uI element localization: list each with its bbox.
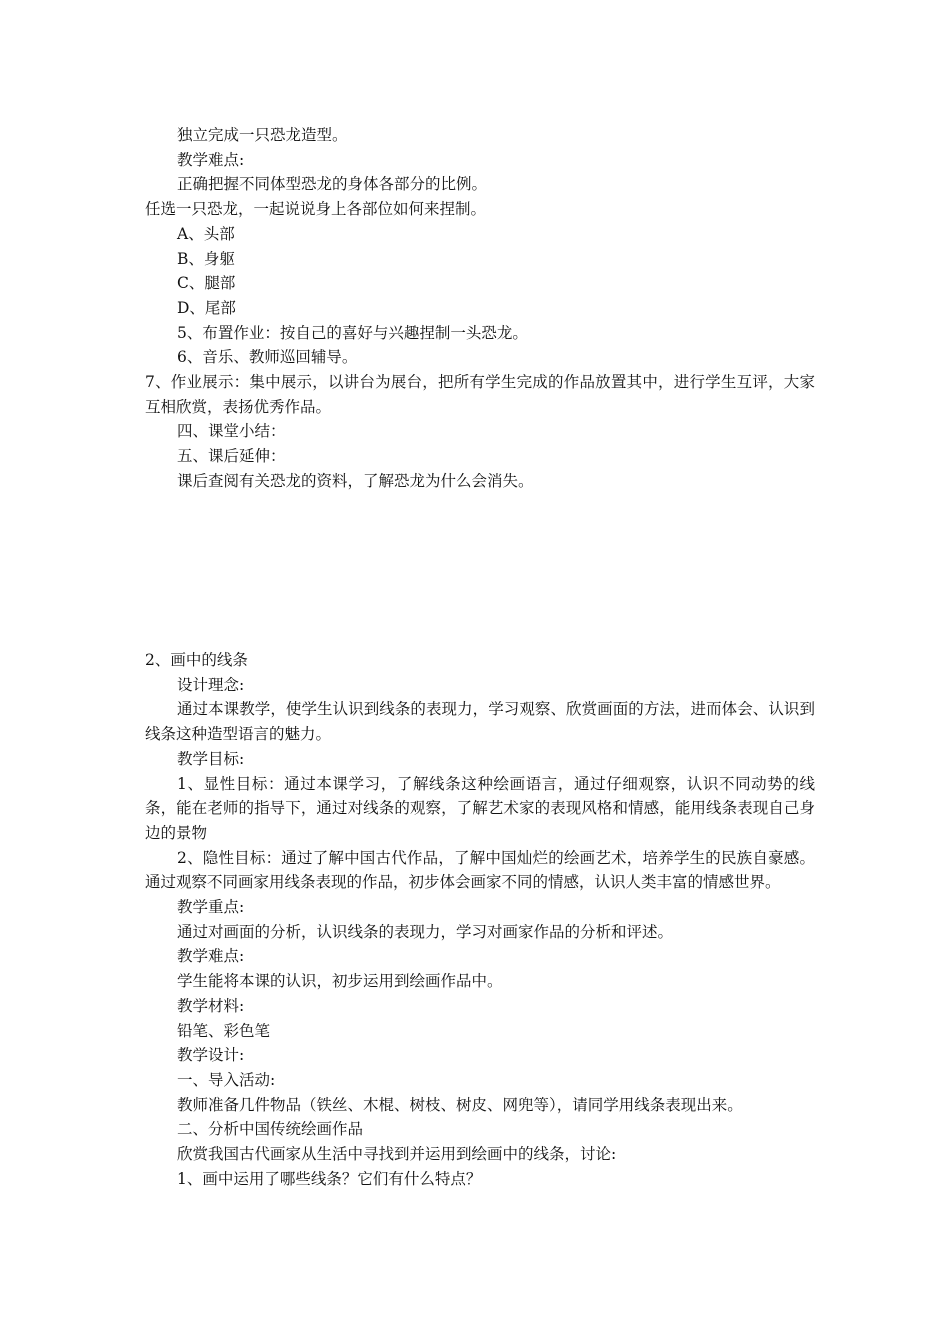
list-item: 5、布置作业：按自己的喜好与兴趣捏制一头恐龙。 — [177, 323, 528, 342]
paragraph-implicit-goal: 2、隐性目标：通过了解中国古代作品，了解中国灿烂的绘画艺术，培养学生的民族自豪感。通过观察不同画家用线条表现的作品，初步体会画家不同的情感，认识人类丰富的情感世界。 — [145, 848, 815, 892]
text-line: 任选一只恐龙，一起说说身上各部位如何来捏制。 — [145, 200, 487, 219]
heading-teaching-goals: 教学目标: — [177, 749, 245, 768]
text-line: 课后查阅有关恐龙的资料，了解恐龙为什么会消失。 — [177, 471, 534, 490]
heading-design-concept: 设计理念: — [177, 675, 245, 694]
list-item: C、腿部 — [177, 274, 236, 293]
question-item: 1、画中运用了哪些线条？它们有什么特点？ — [177, 1169, 482, 1188]
text-line: 欣赏我国古代画家从生活中寻找到并运用到绘画中的线条，讨论: — [177, 1145, 617, 1164]
heading-intro-activity: 一、导入活动: — [177, 1070, 276, 1089]
text-line: 正确把握不同体型恐龙的身体各部分的比例。 — [177, 175, 488, 194]
paragraph-explicit-goal: 1、显性目标：通过本课学习，了解线条这种绘画语言，通过仔细观察，认识不同动势的线条，能在老师的指导下，通过对线条的观察，了解艺术家的表现风格和情感，能用线条表现自己身边的景物 — [145, 774, 815, 842]
heading-teaching-difficulty: 教学难点: — [177, 947, 245, 966]
list-item: 6、音乐、教师巡回辅导。 — [177, 348, 358, 367]
list-item: D、尾部 — [177, 298, 236, 317]
section-lines-in-painting — [145, 648, 815, 1191]
heading-analysis: 二、分析中国传统绘画作品 — [177, 1120, 364, 1139]
heading-after-class: 五、课后延伸： — [177, 447, 286, 466]
lesson-title: 2、画中的线条 — [145, 651, 248, 669]
heading-teaching-difficulty: 教学难点: — [177, 150, 245, 169]
heading-teaching-design: 教学设计: — [177, 1046, 245, 1065]
heading-teaching-focus: 教学重点: — [177, 898, 245, 917]
list-item: A、头部 — [177, 224, 235, 243]
text-line: 铅笔、彩色笔 — [177, 1021, 271, 1040]
paragraph-work-display — [145, 370, 815, 419]
paragraph-concept: 通过本课教学，使学生认识到线条的表现力，学习观察、欣赏画面的方法，进而体会、认识到线条这种造型语言的魅力。 — [145, 700, 815, 744]
paragraph-text: 7、作业展示：集中展示，以讲台为展台，把所有学生完成的作品放置其中，进行学生互评，大家互相欣赏，表扬优秀作品。 — [145, 373, 815, 416]
heading-class-summary: 四、课堂小结： — [177, 422, 286, 441]
text-line: 教师准备几件物品（铁丝、木棍、树枝、树皮、网兜等），请同学用线条表现出来。 — [177, 1095, 743, 1114]
text-line: 通过对画面的分析，认识线条的表现力，学习对画家作品的分析和评述。 — [177, 922, 674, 941]
list-item: B、身躯 — [177, 249, 235, 268]
heading-teaching-materials: 教学材料: — [177, 996, 245, 1015]
text-line: 独立完成一只恐龙造型。 — [177, 126, 348, 144]
text-line: 学生能将本课的认识，初步运用到绘画作品中。 — [177, 972, 503, 991]
section-dinosaur-lesson — [145, 123, 815, 494]
